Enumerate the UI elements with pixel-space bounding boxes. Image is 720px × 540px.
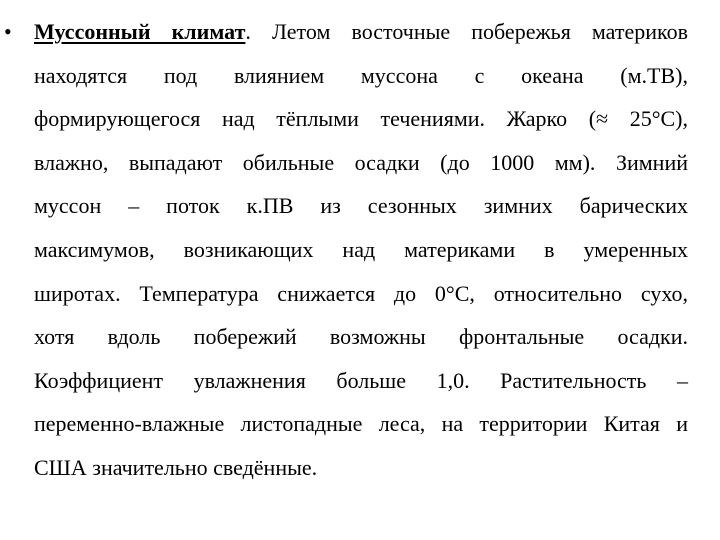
bullet-icon: • [4,19,12,44]
text-line [34,10,688,54]
text-line: широтах. Температура снижается до 0°С, относительно сухо, [34,280,688,306]
text-line: Коэффициент увлажнения больше 1,0. Растительность – [34,367,688,393]
text-line: муссон – поток к.ПВ из сезонных зимних барических [34,193,688,219]
text-line-rest: . Летом восточные побережья материков [245,19,688,44]
text-line: максимумов, возникающих над материками в умеренных [34,236,688,262]
text-line: формирующегося над тёплыми течениями. Жарко (≈ 25°С), [34,106,688,132]
text-line: влажно, выпадают обильные осадки (до 1000 мм). Зимний [34,149,688,175]
text-line: находятся под влиянием муссона с океана (м.ТВ), [34,62,688,88]
text-line: хотя вдоль побережий возможны фронтальные осадки. [34,324,688,350]
text-line: переменно-влажные листопадные леса, на территории Китая и [34,411,688,437]
text-line: США значительно сведённые. [34,454,318,480]
term-heading: Муссонный климат [34,19,246,44]
paragraph [34,10,688,490]
